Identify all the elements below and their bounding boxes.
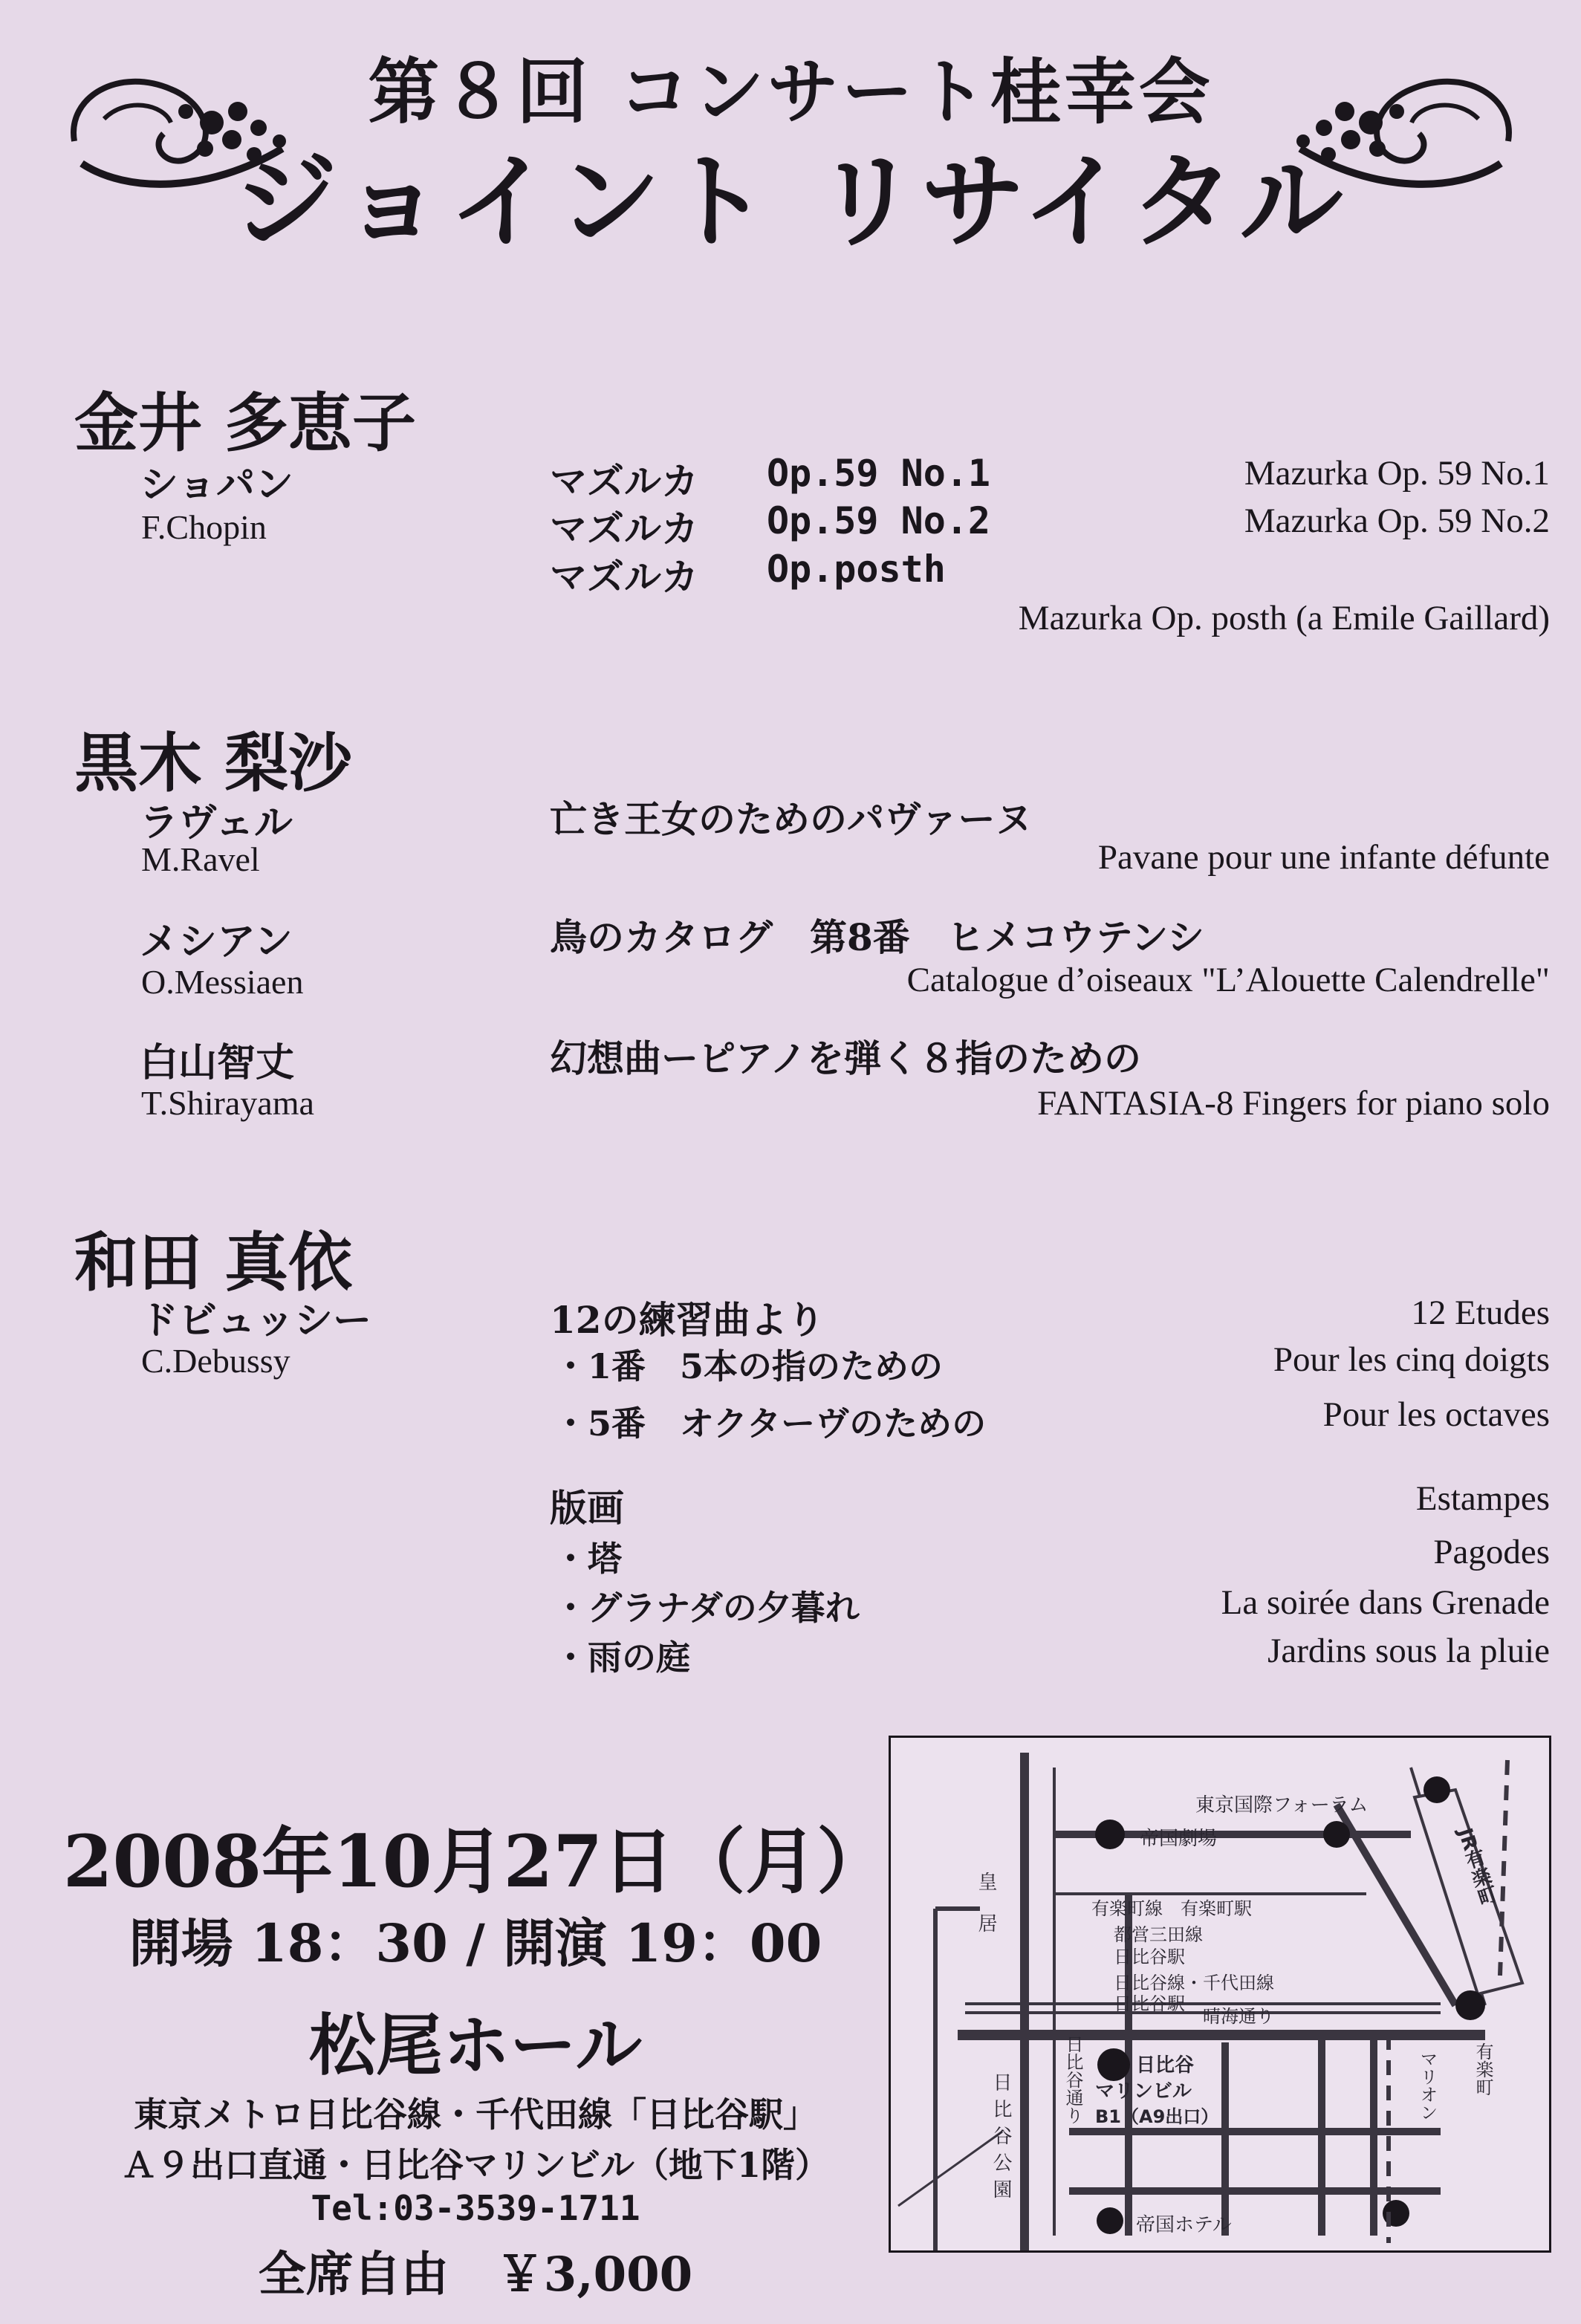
access-map <box>889 1736 1551 2253</box>
work-group-title-ja: 12の練習曲より <box>550 1298 825 1342</box>
map-label-hibiya-station-1: 日比谷駅 <box>1114 1947 1185 1967</box>
composer-name-en: M.Ravel <box>141 840 260 878</box>
work-item-ja: ・5番 オクターヴのための <box>553 1403 987 1444</box>
map-label-kokyo: 皇居 <box>975 1872 997 1955</box>
work-item-en: Pour les cinq doigts <box>1273 1340 1550 1379</box>
map-label-hibiya-dori: 日比谷通り <box>1062 2035 1083 2124</box>
map-label-teigeki: 帝国劇場 <box>1140 1828 1218 1850</box>
composer-name-ja: 白山智丈 <box>140 1040 295 1085</box>
map-label-imperial-hotel: 帝国ホテル <box>1136 2214 1232 2236</box>
map-label-yurakucho: 有楽町 <box>1473 2042 1493 2096</box>
work-item-ja: ・塔 <box>553 1539 622 1579</box>
performer-name: 和田 真依 <box>74 1225 352 1300</box>
event-date: 2008年10月27日（月） <box>62 1820 889 1903</box>
work-opus: Op.posth <box>767 548 946 591</box>
work-item-en: Jardins sous la pluie <box>1267 1632 1550 1670</box>
work-group-title-en: 12 Etudes <box>1411 1294 1550 1332</box>
map-label-hibiya-station-2: 日比谷駅 <box>1114 1993 1185 2014</box>
work-title-en: Pavane pour une infante défunte <box>1097 838 1550 877</box>
recital-title: ジョイント リサイタル <box>233 141 1348 263</box>
composer-name-ja: メシアン <box>140 919 293 964</box>
work-item-ja: ・1番 5本の指のための <box>553 1346 944 1386</box>
map-label-venue-2: マリンビル <box>1095 2080 1192 2103</box>
work-title-ja: 鳥のカタログ 第8番 ヒメコウテンシ <box>550 915 1205 959</box>
map-label-hibiya-park: 日比谷公園 <box>990 2072 1012 2206</box>
composer-name-ja: ドビュッシー <box>140 1298 372 1343</box>
composer-name-en: T.Shirayama <box>141 1084 314 1122</box>
performer-name: 金井 多恵子 <box>74 386 416 461</box>
work-item-ja: ・グラナダの夕暮れ <box>553 1588 860 1628</box>
work-title-en: Mazurka Op. 59 No.2 <box>1244 502 1550 540</box>
work-title-en: FANTASIA-8 Fingers for piano solo <box>1037 1084 1550 1123</box>
work-title-ja: マズルカ <box>550 507 698 551</box>
map-label-yurakucho-line: 有楽町線 有楽町駅 <box>1091 1898 1252 1919</box>
ticket-price: 全席自由 ￥3,000 <box>258 2247 693 2302</box>
composer-name-en: C.Debussy <box>141 1342 290 1380</box>
work-title-ja: マズルカ <box>550 555 698 599</box>
access-line-1: 東京メトロ日比谷線・千代田線「日比谷駅」 <box>134 2094 817 2135</box>
work-title-en: Catalogue d’oiseaux "L’Alouette Calendrelle" <box>906 961 1550 999</box>
event-time: 開場 18：30 / 開演 19：00 <box>129 1912 822 1974</box>
composer-name-en: F.Chopin <box>141 508 267 546</box>
map-label-marion: マリオン <box>1417 2050 1438 2121</box>
work-item-ja: ・雨の庭 <box>553 1637 690 1678</box>
work-item-en: Pagodes <box>1433 1533 1550 1571</box>
map-label-harumi-dori: 晴海通り <box>1203 2006 1274 2027</box>
access-line-2: Ａ９出口直通・日比谷マリンビル（地下1階） <box>121 2145 829 2185</box>
map-label-venue-3: B1（A9出口） <box>1095 2106 1219 2127</box>
telephone: Tel:03-3539-1711 <box>311 2188 640 2228</box>
map-label-mita-line: 都営三田線 <box>1114 1924 1203 1945</box>
work-opus: Op.59 No.2 <box>767 499 991 542</box>
work-opus: Op.59 No.1 <box>767 452 991 495</box>
work-title-en: Mazurka Op. posth (a Emile Gaillard) <box>1018 599 1550 637</box>
concert-title: 第８回 コンサート桂幸会 <box>368 50 1213 134</box>
map-label-hibiya-line: 日比谷線・千代田線 <box>1114 1973 1274 1993</box>
work-group-title-ja: 版画 <box>550 1486 624 1530</box>
venue-name: 松尾ホール <box>308 2006 643 2085</box>
work-group-title-en: Estampes <box>1415 1479 1550 1518</box>
work-item-en: Pour les octaves <box>1322 1395 1550 1434</box>
work-title-ja: マズルカ <box>550 459 698 503</box>
map-label-jr: JR有楽町 <box>1453 1825 1499 1909</box>
performer-name: 黒木 梨沙 <box>74 726 352 801</box>
composer-name-ja: ラヴェル <box>140 800 293 845</box>
composer-name-ja: ショパン <box>140 462 293 507</box>
work-title-ja: 幻想曲ーピアノを弾く８指のための <box>550 1036 1141 1080</box>
work-title-ja: 亡き王女のためのパヴァーヌ <box>550 797 1033 841</box>
map-label-forum: 東京国際フォーラム <box>1195 1794 1369 1817</box>
composer-name-en: O.Messiaen <box>141 963 304 1001</box>
map-label-venue-1: 日比谷 <box>1136 2054 1195 2077</box>
work-item-en: La soirée dans Grenade <box>1221 1583 1550 1622</box>
work-title-en: Mazurka Op. 59 No.1 <box>1244 454 1550 493</box>
